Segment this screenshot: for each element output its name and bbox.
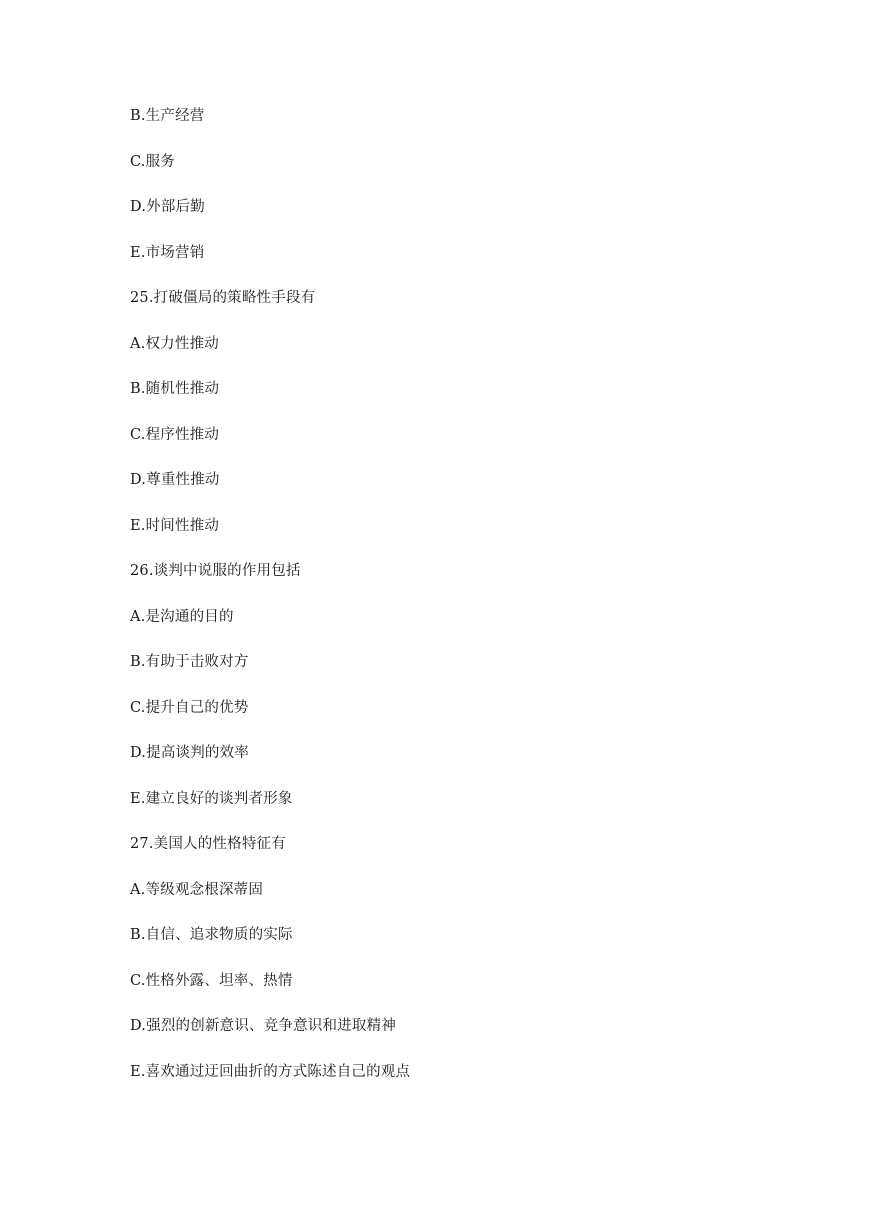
option-25-a: A.权力性推动 (130, 335, 219, 352)
option-24-c: C.服务 (130, 153, 175, 170)
option-27-e: E.喜欢通过迂回曲折的方式陈述自己的观点 (130, 1063, 411, 1080)
option-27-a: A.等级观念根深蒂固 (130, 881, 264, 898)
option-24-e: E.市场营销 (130, 244, 205, 261)
question-27: 27.美国人的性格特征有 (130, 836, 286, 852)
option-27-b: B.自信、追求物质的实际 (130, 927, 293, 943)
option-25-e: E.时间性推动 (130, 517, 220, 534)
option-26-c: C.提升自己的优势 (130, 699, 249, 716)
option-25-d: D.尊重性推动 (130, 472, 220, 488)
option-24-b: B.生产经营 (130, 108, 205, 124)
question-25: 25.打破僵局的策略性手段有 (130, 290, 316, 306)
question-26: 26.谈判中说服的作用包括 (130, 563, 301, 579)
option-26-b: B.有助于击败对方 (130, 654, 249, 670)
option-26-a: A.是沟通的目的 (130, 608, 234, 625)
option-27-c: C.性格外露、坦率、热情 (130, 972, 293, 989)
option-24-d: D.外部后勤 (130, 199, 205, 215)
option-26-d: D.提高谈判的效率 (130, 745, 250, 761)
document-text-block (130, 103, 810, 1104)
option-26-e: E.建立良好的谈判者形象 (130, 790, 293, 807)
option-25-b: B.随机性推动 (130, 381, 220, 397)
option-27-d: D.强烈的创新意识、竞争意识和进取精神 (130, 1018, 397, 1034)
option-25-c: C.程序性推动 (130, 426, 220, 443)
